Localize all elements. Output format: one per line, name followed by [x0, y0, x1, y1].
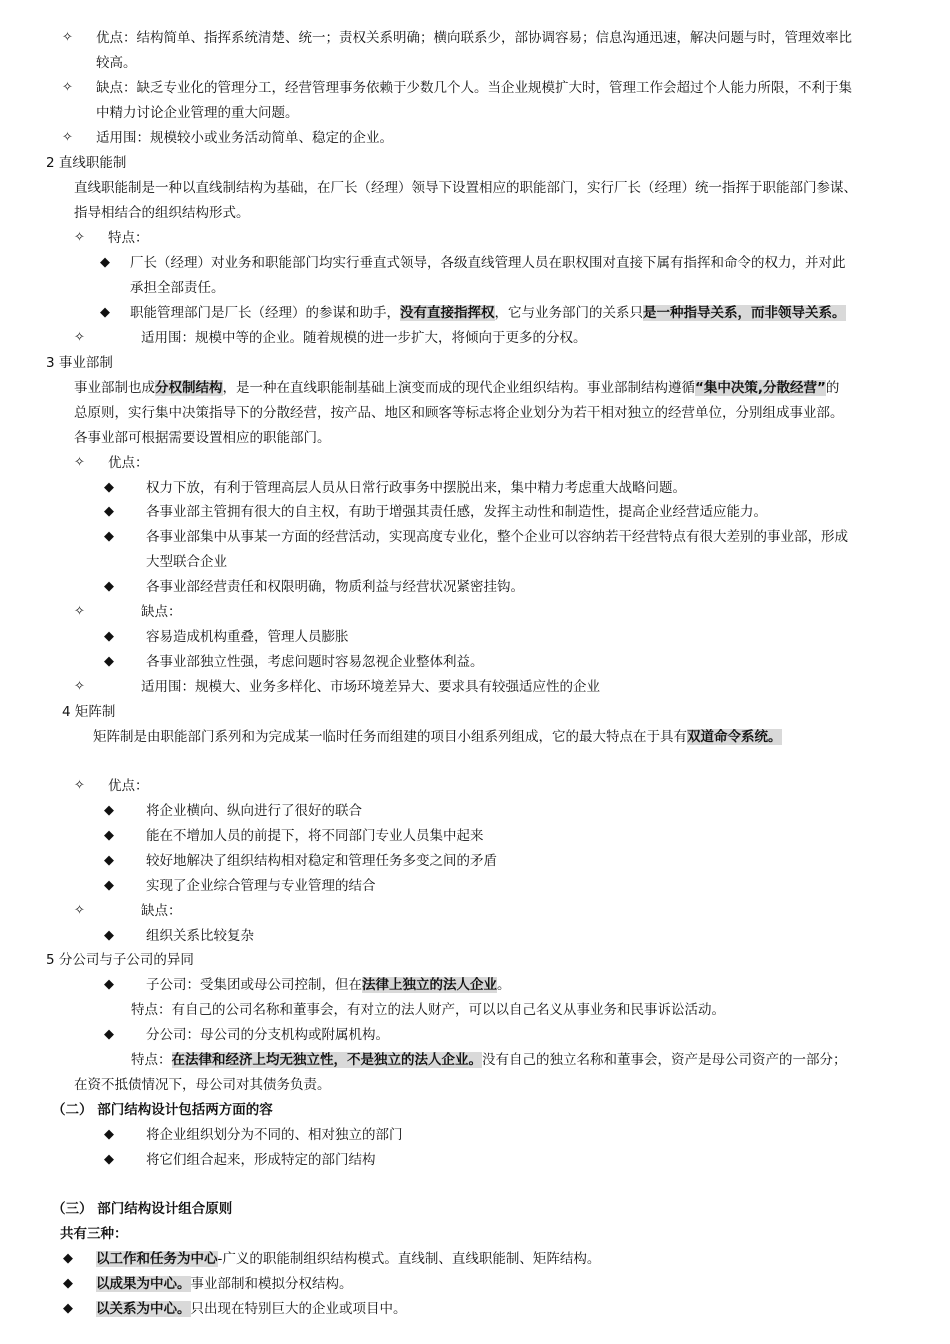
highlighted-text: 以成果为中心。: [96, 1276, 191, 1292]
subsidiary-item: 子公司：受集团或母公司控制，但在法律上独立的法人企业。: [146, 977, 511, 993]
advantage-item: 各事业部主管拥有很大的自主权，有助于增强其责任感，发挥主动性和制造性，提高企业经营适应能力。: [146, 504, 767, 520]
section-heading: 4 矩阵制: [62, 704, 116, 720]
principle-item: 以关系为中心。只出现在特别巨大的企业或项目中。: [96, 1301, 407, 1317]
diamond-bullet-icon: ◆: [104, 1027, 114, 1042]
diamond-bullet-icon: ◆: [100, 255, 110, 270]
part-heading: （三） 部门结构设计组合原则: [52, 1201, 233, 1217]
diamond-bullet-icon: ◆: [100, 305, 110, 320]
diamond-outline-icon: ✧: [62, 130, 73, 145]
principle-item: 以工作和任务为中心-广义的职能制组织结构模式。直线制、直线职能制、矩阵结构。: [96, 1251, 601, 1267]
highlighted-text: 双道命令系统。: [687, 729, 782, 745]
diamond-bullet-icon: ◆: [104, 504, 114, 519]
diamond-bullet-icon: ◆: [104, 878, 114, 893]
diamond-bullet-icon: ◆: [104, 480, 114, 495]
highlighted-text: 是一种指导关系，而非领导关系。: [643, 305, 846, 321]
advantage-item: 各事业部经营责任和权限明确，物质利益与经营状况紧密挂钩。: [146, 579, 524, 595]
diamond-bullet-icon: ◆: [63, 1301, 73, 1316]
highlighted-text: 以工作和任务为中心: [96, 1251, 218, 1267]
definition-line-cont: 指导相结合的组织结构形式。: [74, 205, 250, 221]
diamond-outline-icon: ✧: [74, 604, 85, 619]
scope-line: 适用围：规模大、业务多样化、市场环境差异大、要求具有较强适应性的企业: [141, 679, 600, 695]
diamond-bullet-icon: ◆: [104, 803, 114, 818]
definition-line-cont: 总原则，实行集中决策指导下的分散经营，按产品、地区和顾客等标志将企业划分为若干相对独立的经营单位，分别组成事业部。: [74, 405, 844, 421]
highlighted-text: 分权制结构: [155, 380, 223, 396]
list-item: 将企业组织划分为不同的、相对独立的部门: [146, 1127, 403, 1143]
part-heading: （二） 部门结构设计包括两方面的容: [52, 1102, 273, 1118]
advantage-item: 较好地解决了组织结构相对稳定和管理任务多变之间的矛盾: [146, 853, 497, 869]
scope-line: 适用围：规模中等的企业。随着规模的进一步扩大，将倾向于更多的分权。: [141, 330, 587, 346]
advantage-item: 权力下放，有利于管理高层人员从日常行政事务中摆脱出来，集中精力考虑重大战略问题。: [146, 480, 686, 496]
list-item: 将它们组合起来，形成特定的部门结构: [146, 1152, 376, 1168]
diamond-bullet-icon: ◆: [104, 529, 114, 544]
diamond-outline-icon: ✧: [62, 30, 73, 45]
disadvantage-label: 缺点：: [141, 604, 182, 620]
section-heading: 3 事业部制: [46, 355, 113, 371]
advantage-label: 优点：: [108, 778, 149, 794]
diamond-bullet-icon: ◆: [104, 629, 114, 644]
disadvantage-line: 缺点：缺乏专业化的管理分工，经营管理事务依赖于少数几个人。当企业规模扩大时，管理工作会超过个人能力所限，不利于集: [96, 80, 852, 96]
disadvantage-item: 组织关系比较复杂: [146, 928, 254, 944]
feature-item: 厂长（经理）对业务和职能部门均实行垂直式领导，各级直线管理人员在职权围对直接下属有指挥和命令的权力，并对此: [130, 255, 846, 271]
advantage-item: 将企业横向、纵向进行了很好的联合: [146, 803, 362, 819]
feature-label: 特点：: [108, 230, 149, 246]
branch-feature: 特点：在法律和经济上均无独立性，不是独立的法人企业。没有自己的独立名称和董事会，资产是母公司资产的一部分；: [131, 1052, 847, 1068]
section-heading: 5 分公司与子公司的异同: [46, 952, 194, 968]
diamond-outline-icon: ✧: [74, 679, 85, 694]
part-subheading: 共有三种：: [60, 1226, 128, 1242]
branch-feature-cont: 在资不抵债情况下，母公司对其债务负责。: [74, 1077, 331, 1093]
highlighted-text: 以关系为中心。: [96, 1301, 191, 1317]
highlighted-text: 法律上独立的法人企业: [362, 977, 497, 993]
diamond-bullet-icon: ◆: [104, 654, 114, 669]
advantage-line: 优点：结构简单、指挥系统清楚、统一；责权关系明确；横向联系少，部协调容易；信息沟通迅速，解决问题与时，管理效率比: [96, 30, 852, 46]
advantage-item: 能在不增加人员的前提下，将不同部门专业人员集中起来: [146, 828, 484, 844]
diamond-bullet-icon: ◆: [104, 579, 114, 594]
disadvantage-line-cont: 中精力讨论企业管理的重大问题。: [96, 105, 299, 121]
advantage-item: 实现了企业综合管理与专业管理的结合: [146, 878, 376, 894]
diamond-bullet-icon: ◆: [63, 1276, 73, 1291]
advantage-line-cont: 较高。: [96, 55, 137, 71]
scope-line: 适用围：规模较小或业务活动简单、稳定的企业。: [96, 130, 393, 146]
disadvantage-item: 容易造成机构重叠，管理人员膨胀: [146, 629, 349, 645]
diamond-bullet-icon: ◆: [104, 828, 114, 843]
subsidiary-feature: 特点：有自己的公司名称和董事会，有对立的法人财产，可以以自己名义从事业务和民事诉讼活动。: [131, 1002, 725, 1018]
disadvantage-item: 各事业部独立性强，考虑问题时容易忽视企业整体利益。: [146, 654, 484, 670]
highlighted-text: “集中决策,分散经营”: [695, 380, 826, 396]
definition-line: 直线职能制是一种以直线制结构为基础，在厂长（经理）领导下设置相应的职能部门，实行厂长（经理）统一指挥于职能部门参谋、: [74, 180, 857, 196]
highlighted-text: 没有直接指挥权: [400, 305, 495, 321]
diamond-outline-icon: ✧: [62, 80, 73, 95]
diamond-bullet-icon: ◆: [104, 853, 114, 868]
definition-line: 矩阵制是由职能部门系列和为完成某一临时任务而组建的项目小组系列组成，它的最大特点在于具有双道命令系统。: [93, 729, 782, 745]
disadvantage-label: 缺点：: [141, 903, 182, 919]
diamond-bullet-icon: ◆: [104, 1127, 114, 1142]
principle-item: 以成果为中心。事业部制和模拟分权结构。: [96, 1276, 353, 1292]
branch-item: 分公司：母公司的分支机构或附属机构。: [146, 1027, 389, 1043]
diamond-outline-icon: ✧: [74, 778, 85, 793]
diamond-outline-icon: ✧: [74, 230, 85, 245]
diamond-outline-icon: ✧: [74, 903, 85, 918]
section-heading: 2 直线职能制: [46, 155, 127, 171]
highlighted-text: 在法律和经济上均无独立性，不是独立的法人企业。: [171, 1052, 482, 1068]
advantage-item-cont: 大型联合企业: [146, 554, 227, 570]
definition-line: 事业部制也成分权制结构，是一种在直线职能制基础上演变而成的现代企业组织结构。事业部制结构遵循“集中决策,分散经营”的: [74, 380, 840, 396]
diamond-bullet-icon: ◆: [104, 1152, 114, 1167]
diamond-outline-icon: ✧: [74, 330, 85, 345]
feature-item-cont: 承担全部责任。: [130, 280, 225, 296]
diamond-bullet-icon: ◆: [104, 977, 114, 992]
advantage-item: 各事业部集中从事某一方面的经营活动，实现高度专业化，整个企业可以容纳若干经营特点有很大差别的事业部，形成: [146, 529, 848, 545]
definition-line-cont: 各事业部可根据需要设置相应的职能部门。: [74, 430, 331, 446]
advantage-label: 优点：: [108, 455, 149, 471]
diamond-outline-icon: ✧: [74, 455, 85, 470]
feature-item: 职能管理部门是厂长（经理）的参谋和助手，没有直接指挥权，它与业务部门的关系只是一种指导关系，而非领导关系。: [130, 305, 846, 321]
diamond-bullet-icon: ◆: [104, 928, 114, 943]
diamond-bullet-icon: ◆: [63, 1251, 73, 1266]
